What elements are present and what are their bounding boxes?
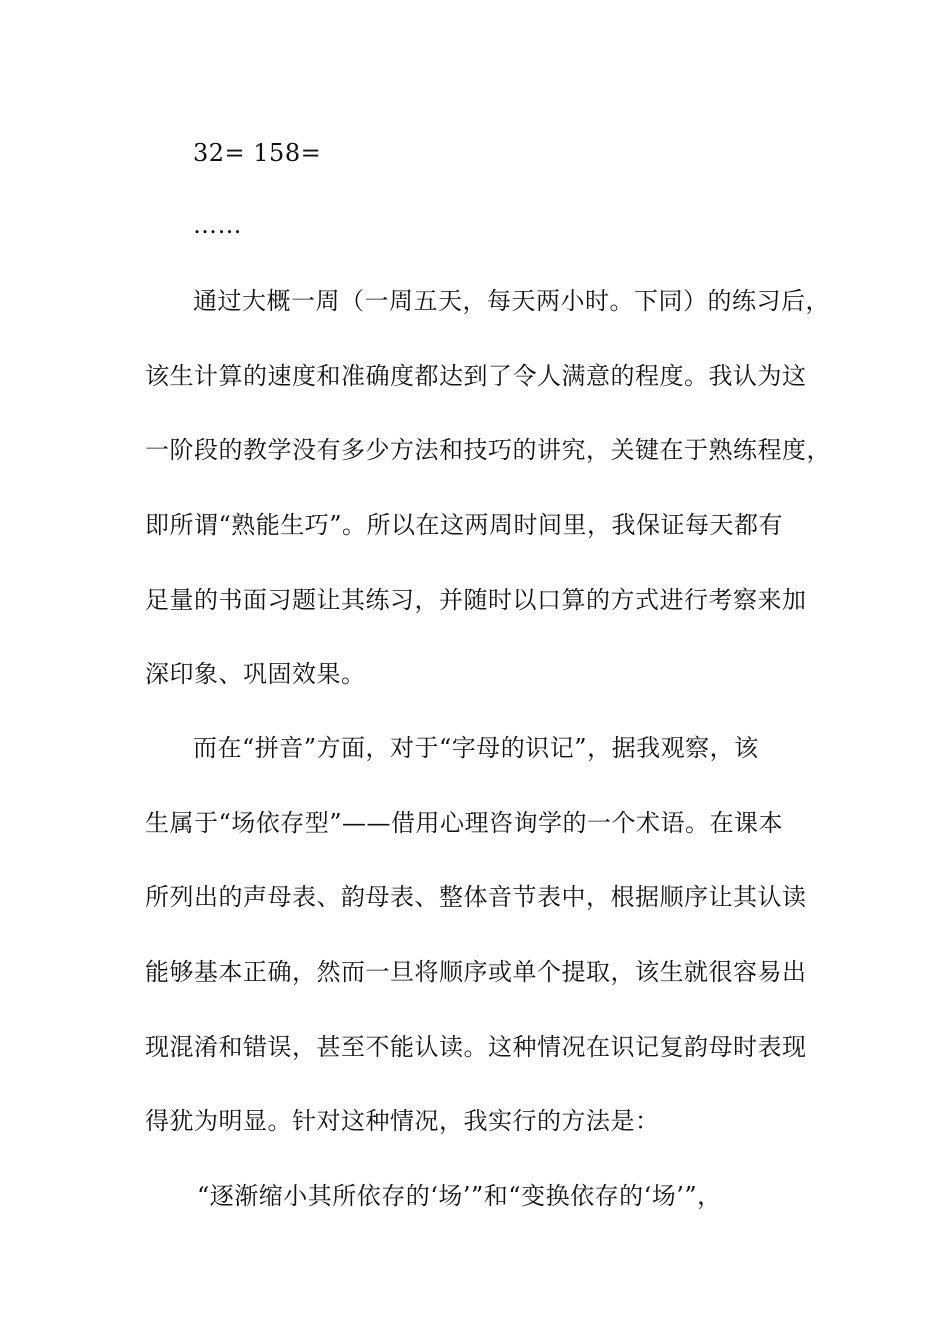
- paragraph-2-line-5: 现混淆和错误，甚至不能认读。这种情况在识记复韵母时表现: [145, 1033, 807, 1061]
- paragraph-3-line-1: “逐渐缩小其所依存的‘场’”和“变换依存的‘场’”，: [197, 1182, 722, 1210]
- paragraph-2-line-2: 生属于“场依存型”——借用心理咨询学的一个术语。在课本: [145, 809, 784, 837]
- paragraph-1-line-1: 通过大概一周（一周五天，每天两小时。下同）的练习后，: [193, 287, 830, 315]
- paragraph-1-line-2: 该生计算的速度和准确度都达到了令人满意的程度。我认为这: [145, 362, 807, 390]
- paragraph-2-line-4: 能够基本正确，然而一旦将顺序或单个提取，该生就很容易出: [145, 958, 807, 986]
- paragraph-1-line-6: 深印象、巩固效果。: [145, 660, 366, 688]
- paragraph-1-line-3: 一阶段的教学没有多少方法和技巧的讲究，关键在于熟练程度，: [145, 436, 831, 464]
- paragraph-2-line-3: 所列出的声母表、韵母表、整体音节表中，根据顺序让其认读: [145, 883, 807, 911]
- paragraph-2-line-1: 而在“拼音”方面，对于“字母的识记”，据我观察，该: [193, 734, 759, 762]
- paragraph-1-line-4: 即所谓“熟能生巧”。所以在这两周时间里，我保证每天都有: [145, 511, 784, 539]
- formula-line: 32= 158=: [193, 139, 322, 167]
- ellipsis-line: ……: [193, 211, 242, 239]
- paragraph-1-line-5: 足量的书面习题让其练习，并随时以口算的方式进行考察来加: [145, 586, 807, 614]
- paragraph-2-line-6: 得犹为明显。针对这种情况，我实行的方法是：: [145, 1107, 660, 1135]
